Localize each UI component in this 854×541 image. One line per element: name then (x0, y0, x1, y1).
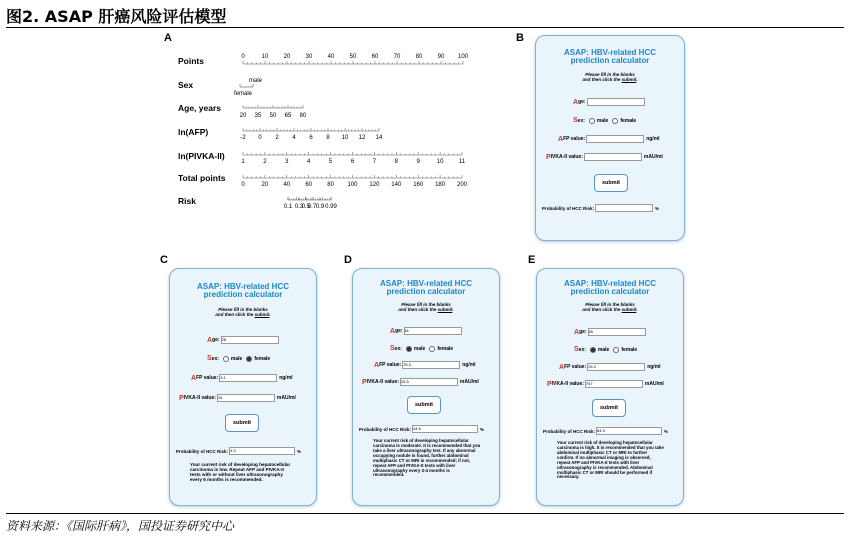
sex-tick-label: female (234, 91, 253, 97)
age-input[interactable]: 69 (588, 328, 646, 336)
calculator-card-b (535, 35, 685, 241)
scale-tick-label: 0.7 (307, 204, 317, 210)
sex-row: S ex: male female (207, 355, 271, 362)
afp-input[interactable]: 25.2 (402, 361, 460, 369)
scale-tick-label: 70 (393, 54, 401, 60)
pivka-input[interactable] (584, 153, 642, 161)
sex-tick-label: male (249, 78, 263, 84)
risk-recommendation: Your current risk of developing hepatocellular carcinoma is low. Repeat AFP and PIVKA-II tests with or without liver ultrasonography every 6 months is recommended. (190, 462, 291, 483)
nomogram-row-label: ln(AFP) (178, 127, 209, 137)
age-input[interactable]: 61 (404, 327, 462, 335)
scale-tick-label: 40 (283, 182, 291, 188)
male-radio[interactable] (223, 356, 229, 362)
calculator-title: ASAP: HBV-related HCC prediction calculator (563, 48, 656, 66)
scale-tick-label: 12 (358, 135, 366, 141)
pivka-input[interactable]: 15 (217, 394, 275, 402)
scale-tick-label: 20 (239, 113, 247, 119)
pivka-row: P IVKA-II value: mAU/ml (546, 153, 663, 161)
age-row: A ge: 28 (207, 336, 279, 344)
scale-tick-label: 30 (305, 54, 313, 60)
scale-tick-label: 8 (326, 135, 330, 141)
nomogram (178, 40, 478, 225)
scale-tick-label: 4 (292, 135, 296, 141)
afp-row: A FP value: 3.1 ng/ml (191, 374, 293, 382)
scale-tick-label: 6 (350, 159, 355, 165)
calculator-instructions: Please fill in the blanks and then click the submit. (398, 302, 454, 313)
female-radio[interactable] (429, 346, 435, 352)
afp-input[interactable]: 3.1 (219, 374, 277, 382)
sex-row: S ex: male female (574, 346, 638, 353)
scale-tick-label: 20 (283, 54, 291, 60)
afp-row: A FP value: ng/ml (558, 135, 660, 143)
scale-tick-label: 14 (375, 135, 383, 141)
scale-tick-label: 0.99 (325, 204, 337, 210)
male-radio[interactable] (590, 347, 596, 353)
scale-tick-label: 80 (415, 54, 423, 60)
calculator-card-e (536, 268, 684, 506)
scale-tick-label: 1 (241, 159, 245, 165)
scale-tick-label: 100 (347, 182, 358, 188)
probability-output (595, 204, 653, 212)
scale-tick-label: 11 (458, 159, 466, 165)
nomogram-row-label: Sex (178, 80, 194, 90)
calculator-title: ASAP: HBV-related HCC prediction calculator (196, 282, 289, 300)
scale-tick-label: 7 (372, 159, 377, 165)
age-row: A ge: 69 (574, 328, 646, 336)
scale-tick-label: 5 (328, 159, 333, 165)
afp-row: A FP value: 25.2 ng/ml (374, 361, 476, 369)
panel-letter-d: D (344, 254, 352, 266)
nomogram-row-label: ln(PIVKA-II) (178, 151, 225, 161)
age-row: A ge: (573, 98, 645, 106)
scale-tick-label: 80 (327, 182, 334, 188)
scale-tick-label: 20 (261, 182, 269, 188)
calculator-title: ASAP: HBV-related HCC prediction calculator (379, 279, 472, 297)
scale-tick-label: 50 (269, 113, 277, 119)
sex-row: S ex: male female (573, 117, 637, 124)
age-input[interactable]: 28 (221, 336, 279, 344)
pivka-row: P IVKA-II value: 767 mAU/ml (547, 380, 664, 388)
probability-output: 84.0 (596, 427, 662, 435)
scale-tick-label: 2 (275, 135, 279, 141)
nomogram-row-label: Risk (178, 196, 196, 206)
panel-letter-b: B (516, 32, 524, 44)
calculator-card-d (352, 268, 500, 506)
scale-tick-label: 8 (394, 159, 398, 165)
top-rule (6, 27, 844, 28)
age-row: A ge: 61 (390, 327, 462, 335)
scale-tick-label: 0 (241, 182, 245, 188)
pivka-row: P IVKA-II value: 25.5 mAU/ml (362, 378, 479, 386)
age-input[interactable] (587, 98, 645, 106)
probability-output: 44.6 (412, 425, 478, 433)
pivka-input[interactable]: 25.5 (400, 378, 458, 386)
scale-tick-label: -2 (240, 135, 246, 141)
scale-tick-label: 160 (413, 182, 424, 188)
scale-tick-label: 0.9 (315, 204, 325, 210)
scale-tick-label: 6 (309, 135, 313, 141)
scale-tick-label: 0 (241, 54, 245, 60)
afp-row: A FP value: 25.2 ng/ml (559, 363, 661, 371)
scale-tick-label: 0 (258, 135, 262, 141)
afp-input[interactable]: 25.2 (587, 363, 645, 371)
scale-tick-label: 200 (456, 182, 468, 188)
scale-tick-label: 60 (371, 54, 379, 60)
submit-button[interactable]: submit (592, 399, 626, 417)
scale-tick-label: 35 (254, 113, 262, 119)
scale-tick-label: 3 (285, 159, 289, 165)
calculator-card-c (169, 268, 317, 506)
afp-input[interactable] (586, 135, 644, 143)
scale-tick-label: 180 (435, 182, 446, 188)
scale-tick-label: 0.5 (301, 204, 311, 210)
submit-button[interactable]: submit (225, 414, 259, 432)
scale-tick-label: 100 (457, 54, 469, 60)
figure-source: 资料来源：《国际肝病》，国投证券研究中心 (6, 519, 235, 533)
scale-tick-label: 80 (299, 113, 307, 119)
scale-tick-label: 50 (349, 54, 357, 60)
probability-output: 4.3 (229, 447, 295, 455)
nomogram-row-label: Points (178, 56, 204, 66)
pivka-row: P IVKA-II value: 15 mAU/ml (179, 394, 296, 402)
figure-title: 图2. ASAP 肝癌风险评估模型 (6, 7, 227, 26)
risk-recommendation: Your current risk of developing hepatocellular carcinoma is moderate. It is recommended that you take a liver ultrasonography test. If any abnormal occupying nodule is found, further abdominal multiphasic CT or MRI is recommended; if not, repeat AFP and PIVKA-II tests with liver ultrasonography every 3-4 months is recommended. (373, 438, 481, 478)
calculator-instructions: Please fill in the blanks and then click the submit. (582, 302, 638, 313)
probability-row: Probability of HCC Risk: 4.3 % (176, 448, 302, 454)
male-radio[interactable] (406, 346, 412, 352)
female-radio[interactable] (613, 347, 619, 353)
female-radio[interactable] (612, 118, 618, 124)
scale-tick-label: 2 (263, 159, 267, 165)
panel-letter-c: C (160, 254, 168, 266)
nomogram-row-label: Total points (178, 173, 226, 183)
scale-tick-label: 140 (391, 182, 402, 188)
scale-tick-label: 10 (341, 135, 349, 141)
pivka-input[interactable]: 767 (585, 380, 643, 388)
scale-tick-label: 10 (436, 159, 444, 165)
scale-tick-label: 0.3 (294, 204, 304, 210)
female-radio[interactable] (246, 356, 252, 362)
probability-row: Probability of HCC Risk: 44.6 % (359, 426, 485, 432)
risk-recommendation: Your current risk of developing hepatocellular carcinoma is high. It is recommended that you take abdominal multiphasic CT or MRI to further confirm. If no abnormal imaging is observed, repeat AFP and PIVKA-II tests with liver ultrasonography is recommended. Abdominal multiphasic CT or MRI should be performed if necessary. (557, 440, 664, 480)
scale-tick-label: 90 (437, 54, 445, 60)
calculator-instructions: Please fill in the blanks and then click the submit. (215, 307, 271, 318)
panel-letter-e: E (528, 254, 536, 266)
panel-letter-a: A (164, 32, 172, 44)
submit-button[interactable]: submit (594, 174, 628, 192)
scale-tick-label: 10 (261, 54, 269, 60)
male-radio[interactable] (589, 118, 595, 124)
calculator-instructions: Please fill in the blanks and then click the submit. (582, 72, 638, 83)
scale-tick-label: 0.1 (283, 204, 293, 210)
scale-tick-label: 65 (284, 113, 292, 119)
scale-tick-label: 60 (305, 182, 313, 188)
scale-tick-label: 4 (307, 159, 311, 165)
sex-row: S ex: male female (390, 345, 454, 352)
scale-tick-label: 40 (327, 54, 335, 60)
bottom-rule (6, 513, 844, 514)
nomogram-scales (178, 40, 478, 225)
scale-tick-label: 120 (369, 182, 380, 188)
probability-row: Probability of HCC Risk: % (542, 205, 660, 211)
probability-row: Probability of HCC Risk: 84.0 % (543, 428, 669, 434)
submit-button[interactable]: submit (407, 396, 441, 414)
nomogram-row-label: Age, years (178, 103, 221, 113)
scale-tick-label: 9 (416, 159, 420, 165)
calculator-title: ASAP: HBV-related HCC prediction calculator (563, 279, 656, 297)
